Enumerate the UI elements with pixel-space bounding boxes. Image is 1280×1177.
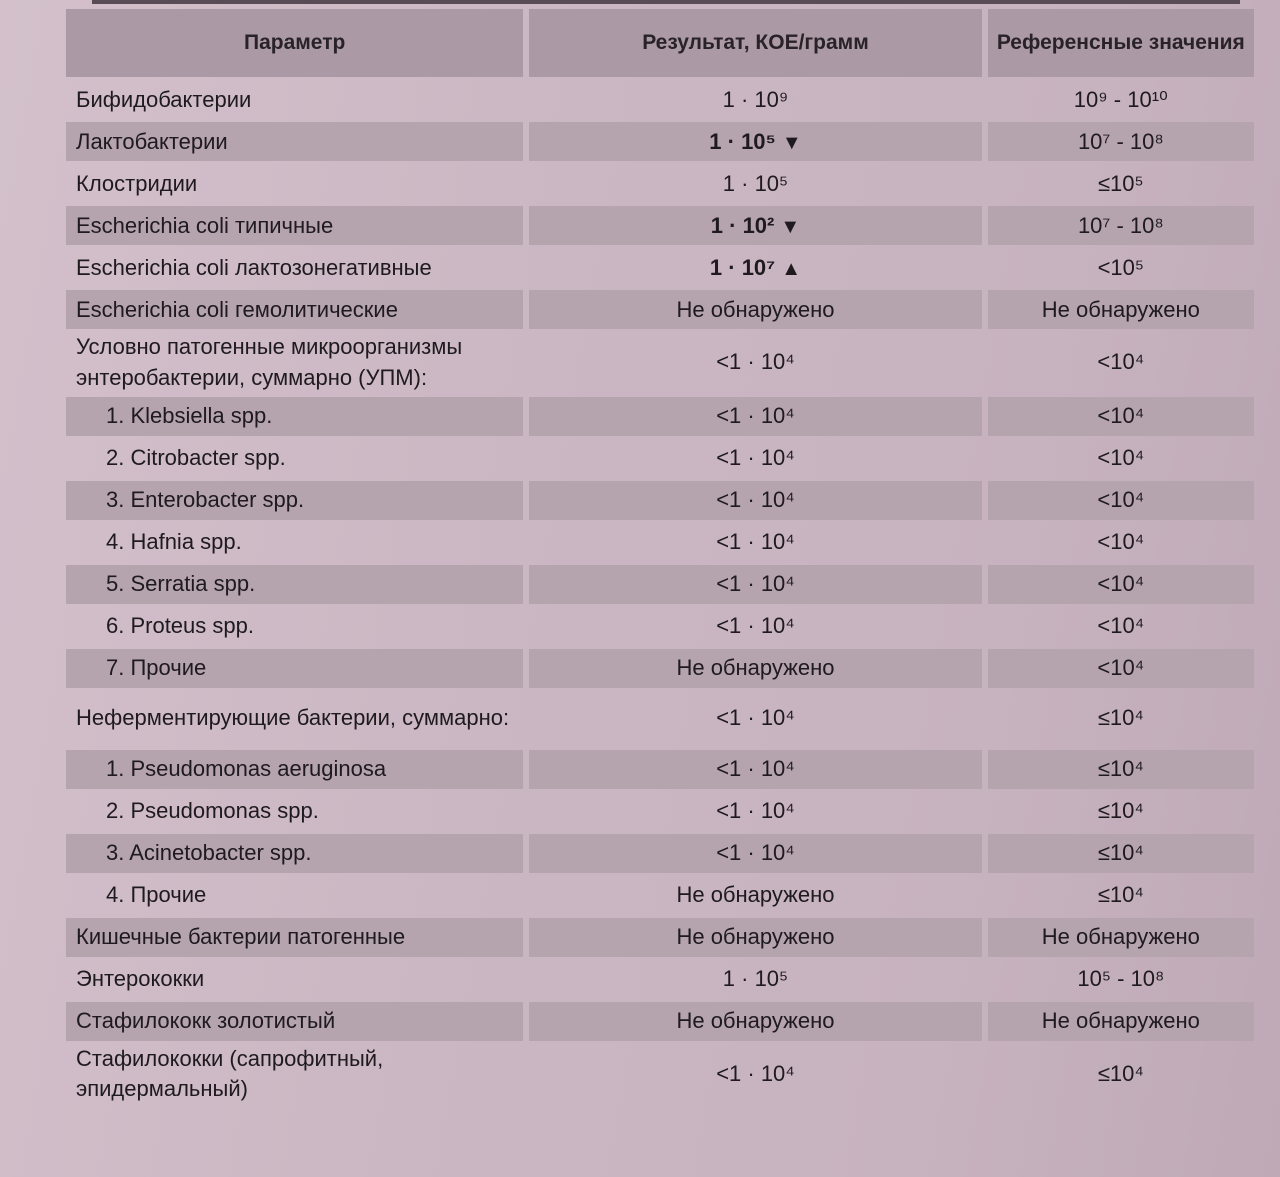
table-row xyxy=(66,248,1254,287)
result-cell: Не обнаружено xyxy=(529,1002,981,1041)
ref-cell: 10⁵ - 10⁸ xyxy=(1077,966,1165,992)
table-row xyxy=(66,607,1254,646)
param-cell: Клостридии xyxy=(76,170,198,196)
result-cell: Не обнаружено xyxy=(676,882,835,908)
result-cell: Не обнаружено xyxy=(529,649,981,688)
result-cell: <1 · 10⁴ xyxy=(716,798,795,824)
table-row xyxy=(66,1002,1254,1041)
param-cell: Стафилококк золотистый xyxy=(66,1002,523,1041)
param-cell: Энтерококки xyxy=(76,966,205,992)
result-cell: 1 · 10⁹ xyxy=(722,86,789,112)
result-cell xyxy=(529,248,981,287)
header-ref: Референсные значения xyxy=(988,9,1254,77)
param-cell: Escherichia coli гемолитические xyxy=(66,290,523,329)
result-cell: <1 · 10⁴ xyxy=(716,445,795,471)
table-row xyxy=(66,565,1254,604)
table-row xyxy=(66,481,1254,520)
table-row xyxy=(66,834,1254,873)
result-value: 1 · 10² xyxy=(710,212,775,238)
ref-cell: 10⁷ - 10⁸ xyxy=(988,206,1254,245)
up-arrow-icon: ▲ xyxy=(781,257,802,280)
result-cell xyxy=(529,206,981,245)
ref-cell: Не обнаружено xyxy=(988,290,1254,329)
ref-cell: ≤10⁵ xyxy=(1097,170,1144,196)
param-cell: Escherichia coli типичные xyxy=(66,206,523,245)
result-cell: <1 · 10⁴ xyxy=(716,613,795,639)
ref-cell: ≤10⁴ xyxy=(1097,705,1144,731)
result-value: 1 · 10⁷ xyxy=(709,254,776,280)
ref-cell: Не обнаружено xyxy=(988,918,1254,957)
result-cell: <1 · 10⁴ xyxy=(529,481,981,520)
header-result: Результат, КОЕ/грамм xyxy=(529,9,981,77)
result-cell: 1 · 10⁵ xyxy=(722,170,789,196)
ref-cell: <10⁴ xyxy=(1097,613,1145,639)
ref-cell: <10⁴ xyxy=(988,565,1254,604)
ref-cell: Не обнаружено xyxy=(988,1002,1254,1041)
result-cell: <1 · 10⁴ xyxy=(716,349,795,375)
param-cell: 7. Прочие xyxy=(66,649,523,688)
result-cell: Не обнаружено xyxy=(529,290,981,329)
top-rule xyxy=(92,0,1240,4)
table-row xyxy=(66,960,1254,999)
table-row xyxy=(66,397,1254,436)
table-row xyxy=(66,122,1254,161)
table-row xyxy=(66,206,1254,245)
result-cell: 1 · 10⁵ xyxy=(722,966,789,992)
param-cell: 4. Прочие xyxy=(106,882,207,908)
table-row xyxy=(66,523,1254,562)
table-row xyxy=(66,80,1254,119)
ref-cell: 10⁹ - 10¹⁰ xyxy=(1073,86,1168,112)
param-cell: 4. Hafnia spp. xyxy=(106,529,242,555)
result-value: 1 · 10⁵ xyxy=(709,128,776,154)
param-cell: 3. Enterobacter spp. xyxy=(66,481,523,520)
ref-cell: <10⁴ xyxy=(988,481,1254,520)
ref-cell: 10⁷ - 10⁸ xyxy=(988,122,1254,161)
result-cell: <1 · 10⁴ xyxy=(529,750,981,789)
table-header-row xyxy=(66,9,1254,77)
param-cell: 5. Serratia spp. xyxy=(66,565,523,604)
result-cell: <1 · 10⁴ xyxy=(716,705,795,731)
table-row xyxy=(66,290,1254,329)
param-cell: 2. Citrobacter spp. xyxy=(106,445,286,471)
result-cell: Не обнаружено xyxy=(529,918,981,957)
ref-cell: <10⁴ xyxy=(988,649,1254,688)
down-arrow-icon: ▼ xyxy=(781,131,802,154)
ref-cell: <10⁴ xyxy=(1097,349,1145,375)
ref-cell: ≤10⁴ xyxy=(1097,1060,1144,1086)
results-table xyxy=(60,6,1260,1108)
ref-cell: <10⁴ xyxy=(1097,445,1145,471)
result-cell: <1 · 10⁴ xyxy=(716,529,795,555)
param-cell: 1. Pseudomonas aeruginosa xyxy=(66,750,523,789)
param-cell: 6. Proteus spp. xyxy=(106,613,254,639)
table-row xyxy=(66,918,1254,957)
ref-cell: <10⁴ xyxy=(1097,529,1145,555)
param-cell: Кишечные бактерии патогенные xyxy=(66,918,523,957)
table-row xyxy=(66,332,1254,394)
param-cell: Неферментирующие бактерии, суммарно: xyxy=(76,705,510,731)
ref-cell: ≤10⁴ xyxy=(1097,882,1144,908)
result-cell: <1 · 10⁴ xyxy=(716,1060,795,1086)
param-cell: Стафилококки (сапрофитный, эпидермальный) xyxy=(76,1045,384,1102)
param-cell: Условно патогенные микроорганизмы энтеробактерии, суммарно (УПМ): xyxy=(76,334,463,390)
ref-cell: ≤10⁴ xyxy=(988,834,1254,873)
table-row xyxy=(66,750,1254,789)
param-cell: 1. Klebsiella spp. xyxy=(66,397,523,436)
result-cell: <1 · 10⁴ xyxy=(529,565,981,604)
param-cell: Лактобактерии xyxy=(66,122,523,161)
result-cell xyxy=(529,122,981,161)
param-cell: Бифидобактерии xyxy=(76,86,252,112)
param-cell: Escherichia coli лактозонегативные xyxy=(76,254,432,280)
result-cell: <1 · 10⁴ xyxy=(529,397,981,436)
result-cell: <1 · 10⁴ xyxy=(529,834,981,873)
ref-cell: ≤10⁴ xyxy=(988,750,1254,789)
param-cell: 2. Pseudomonas spp. xyxy=(106,798,319,824)
table-row xyxy=(66,792,1254,831)
table-row xyxy=(66,164,1254,203)
table-row xyxy=(66,649,1254,688)
ref-cell: <10⁵ xyxy=(1097,254,1145,280)
down-arrow-icon: ▼ xyxy=(780,215,801,238)
header-param: Параметр xyxy=(66,9,523,77)
param-cell: 3. Acinetobacter spp. xyxy=(66,834,523,873)
table-row xyxy=(66,691,1254,747)
table-row xyxy=(66,876,1254,915)
ref-cell: <10⁴ xyxy=(988,397,1254,436)
table-row xyxy=(66,1044,1254,1106)
table-row xyxy=(66,439,1254,478)
ref-cell: ≤10⁴ xyxy=(1097,798,1144,824)
